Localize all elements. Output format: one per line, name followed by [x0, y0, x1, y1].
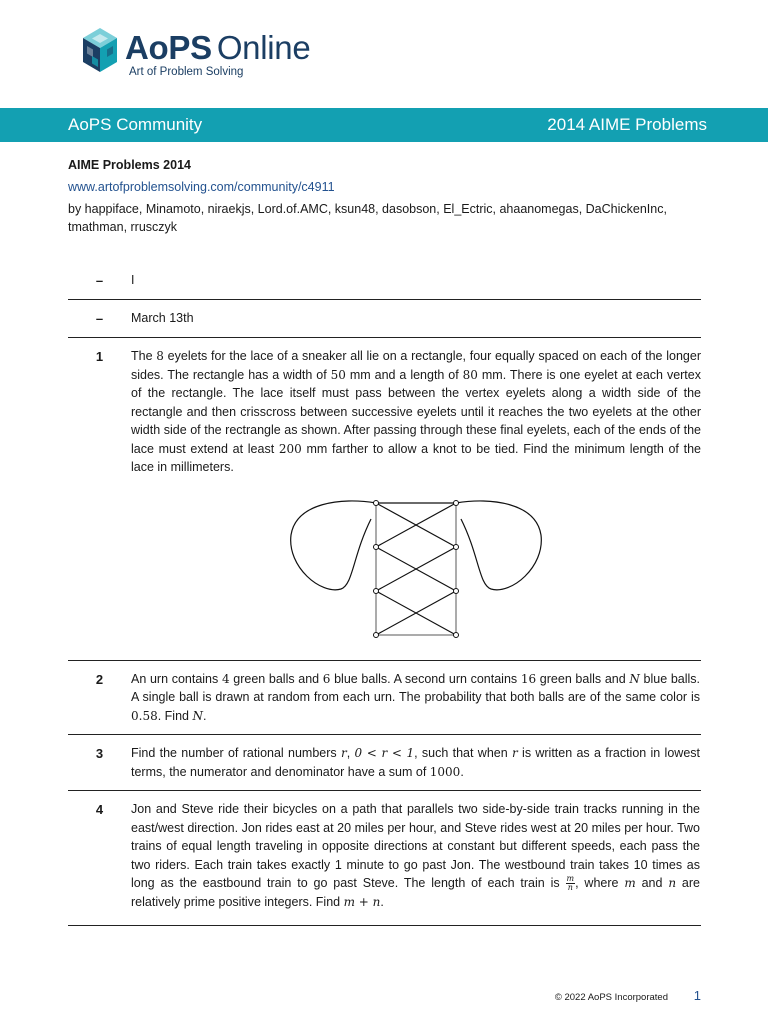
problem-text — [131, 670, 701, 726]
math-run: r — [511, 746, 518, 760]
fraction — [566, 875, 576, 892]
math-run: r — [340, 746, 347, 760]
problem-number: 4 — [95, 802, 104, 817]
text-run: and — [635, 876, 669, 890]
eyelet — [454, 544, 459, 549]
community-banner — [0, 108, 768, 142]
eyelet — [374, 544, 379, 549]
text-run: The — [131, 349, 157, 363]
math-run: 0 < r < 1 — [354, 746, 415, 760]
text-run: . Find — [157, 708, 193, 723]
logo-tagline: Art of Problem Solving — [129, 66, 244, 78]
text-run: . — [380, 894, 384, 909]
math-run: 0.58 — [131, 708, 158, 723]
text-run: mm farther to allow a knot to be tied. Find the minimum length of the lace in millimeters. — [131, 441, 701, 474]
problem-number: 1 — [95, 349, 104, 364]
eyelet — [454, 500, 459, 505]
math-run: 8 — [156, 349, 164, 363]
logo-wordmark — [125, 30, 310, 66]
copyright-notice: © 2022 AoPS Incorporated — [554, 992, 668, 1003]
text-run: , such that when — [414, 746, 512, 760]
text-run: is written as a fraction in lowest terms, the numerator and denominator have a sum of — [131, 746, 700, 779]
problem-row-3 — [68, 735, 701, 791]
math-run: m + n — [343, 894, 381, 909]
text-run: . — [202, 708, 207, 723]
eyelet — [374, 632, 379, 637]
math-run: m — [624, 876, 636, 890]
math-run: 200 — [278, 441, 302, 456]
eyelet — [454, 588, 459, 593]
problem-row-4 — [68, 791, 701, 926]
section-label: I — [131, 273, 135, 287]
problem-text — [131, 347, 702, 651]
document-title: AIME Problems 2014 — [68, 158, 191, 172]
math-run: N — [629, 671, 640, 686]
math-run: n — [668, 876, 677, 890]
authors-line: by happiface, Minamoto, niraekjs, Lord.of.AMC, ksun48, dasobson, El_Ectric, ahaanomegas, DaChickenInc, tmathman, rrusczyk — [68, 202, 667, 234]
text-run: eyelets for the lace of a sneaker all lie on a rectangle, four equally spaced on each of the longer sides. The rectangle has a width of — [131, 349, 701, 382]
text-run: An urn contains — [131, 671, 222, 686]
eyelet — [454, 632, 459, 637]
text-run: blue balls. A single ball is drawn at random from each urn. The probability that both balls are of the same color is — [131, 671, 700, 704]
problem-text — [131, 800, 701, 911]
fraction-denominator: n — [567, 883, 573, 893]
problem-number: 2 — [95, 671, 104, 687]
problem-row-1 — [68, 338, 701, 661]
fraction-numerator: m — [566, 874, 575, 884]
eyelet — [374, 500, 379, 505]
problem-list — [68, 262, 701, 926]
aops-logo — [80, 26, 340, 82]
section-row — [68, 262, 701, 300]
text-run: green balls and — [229, 671, 323, 686]
date-row — [68, 300, 701, 338]
document-header — [68, 156, 708, 236]
text-run: Find the number of rational numbers — [131, 746, 341, 760]
lace-end-right — [456, 500, 541, 589]
math-run: 50 — [330, 367, 346, 382]
text-run: green balls and — [536, 671, 630, 686]
text-run: . — [460, 764, 464, 779]
math-run: 80 — [462, 367, 478, 382]
page-number: 1 — [693, 988, 701, 1003]
text-run: blue balls. A second urn contains — [330, 671, 521, 686]
date-label: March 13th — [131, 311, 194, 325]
row-marker: – — [95, 311, 104, 326]
text-run: are relatively prime positive integers. Find — [131, 876, 700, 909]
aops-cube-icon — [80, 26, 120, 74]
banner-contest-title: 2014 AIME Problems — [547, 115, 707, 134]
problem-text — [131, 744, 701, 781]
text-run: , where — [575, 876, 625, 890]
lace-end-left — [291, 500, 376, 589]
text-run: mm. There is one eyelet at each vertex of the rectangle. The lace itself must pass between the vertex eyelets along a width side of the rectangle and then crisscross between successive eyelets until it reaches the two eyelets at the other width side of the rectrangle as shown. After passing through these final eyelets, each of the ends of the lace must extend at least — [131, 367, 701, 456]
math-run: 4 — [221, 671, 230, 686]
eyelet — [374, 588, 379, 593]
shoelace-diagram — [131, 495, 701, 645]
math-run: 6 — [322, 671, 331, 686]
community-link[interactable]: www.artofproblemsolving.com/community/c4911 — [68, 180, 335, 194]
banner-community-label: AoPS Community — [68, 115, 203, 134]
math-run: 16 — [520, 671, 537, 686]
text-run: Jon and Steve ride their bicycles on a path that parallels two side-by-side train tracks running in the east/west direction. Jon rides east at 20 miles per hour, and Steve rides west at 20 miles per hour. Two trains of equal length traveling in opposite directions at constant but different speeds, each pass the two riders. Each train takes exactly 1 minute to go past Jon. The westbound train takes 10 times as long as the eastbound train to go past Steve. The length of each train is — [131, 802, 700, 890]
text-run: mm and a length of — [345, 367, 463, 382]
problem-row-2 — [68, 661, 701, 736]
logo-brand-bold: AoPS — [125, 29, 212, 66]
logo-brand-light: Online — [216, 29, 311, 66]
math-run: N — [192, 708, 203, 723]
problem-number: 3 — [95, 746, 104, 761]
math-run: 1000 — [429, 764, 461, 779]
text-run: , — [346, 746, 355, 760]
row-marker: – — [95, 273, 104, 288]
